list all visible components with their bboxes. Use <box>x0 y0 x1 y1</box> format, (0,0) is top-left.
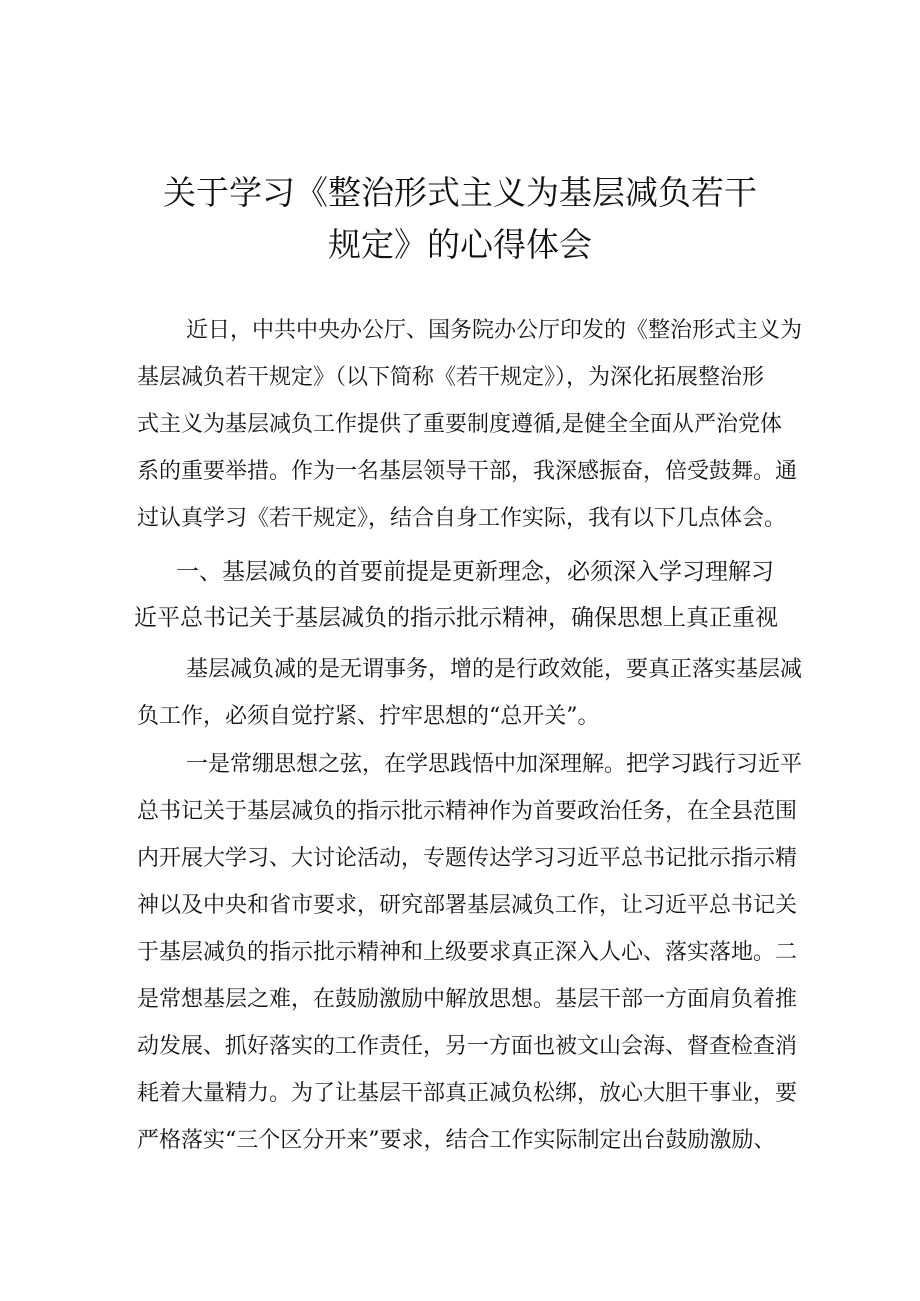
intro-line-2: 基层减负若干规定》（以下简称《若干规定》），为深化拓展整治形 <box>137 365 765 390</box>
para1-line-2: 负工作，必须自觉拧紧、拧牢思想的“总开关”。 <box>137 704 600 729</box>
para2-line-6: 是常想基层之难，在鼓励激励中解放思想。基层干部一方面肩负着推 <box>137 987 798 1012</box>
intro-line-3: 式主义为基层减负工作提供了重要制度遵循,是健全全面从严治党体 <box>137 412 782 437</box>
para2-line-8: 耗着大量精力。为了让基层干部真正减负松绑，放心大胆干事业，要 <box>137 1081 798 1106</box>
para2-line-4: 神以及中央和省市要求，研究部署基层减负工作，让习近平总书记关 <box>137 893 798 918</box>
intro-line-5: 过认真学习《若干规定》，结合自身工作实际，我有以下几点体会。 <box>137 506 787 531</box>
para2-line-2: 总书记关于基层减负的指示批示精神作为首要政治任务，在全县范围 <box>137 799 798 824</box>
para2-line-1: 一是常绷思想之弦，在学思践悟中加深理解。把学习践行习近平 <box>186 752 803 777</box>
section-heading-line-2: 近平总书记关于基层减负的指示批示精神，确保思想上真正重视 <box>134 605 778 631</box>
para2-line-3: 内开展大学习、大讨论活动，专题传达学习习近平总书记批示指示精 <box>137 846 798 871</box>
intro-line-1: 近日，中共中央办公厅、国务院办公厅印发的《整治形式主义为 <box>186 318 803 343</box>
intro-line-4: 系的重要举措。作为一名基层领导干部，我深感振奋，倍受鼓舞。通 <box>137 459 798 484</box>
para1-line-1: 基层减负减的是无谓事务，增的是行政效能，要真正落实基层减 <box>186 657 803 682</box>
document-title-line-2: 规定》的心得体会 <box>328 225 592 264</box>
section-heading-line-1: 一、基层减负的首要前提是更新理念，必须深入学习理解习 <box>176 559 774 585</box>
para2-line-9: 严格落实“三个区分开来”要求，结合工作实际制定出台鼓励激励、 <box>137 1128 776 1153</box>
para2-line-7: 动发展、抓好落实的工作责任，另一方面也被文山会海、督查检查消 <box>137 1034 798 1059</box>
para2-line-5: 于基层减负的指示批示精神和上级要求真正深入人心、落实落地。二 <box>137 940 798 965</box>
document-title-line-1: 关于学习《整治形式主义为基层减负若干 <box>163 173 757 212</box>
